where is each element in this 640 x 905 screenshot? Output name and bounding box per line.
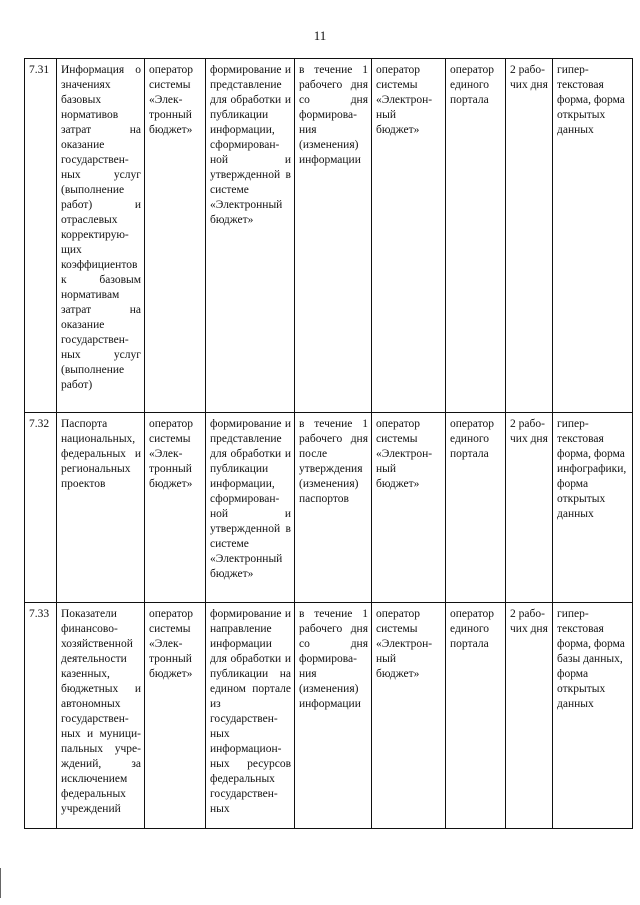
info-cell: Информация о значениях базовых нормативов затрат на оказание государственных услуг (выполнение работ) и отраслевых корректирующих коэффициентов к базовым нормативам затрат на оказание государственных услуг (выполнение работ) xyxy=(57,59,145,413)
form-cell: гипертекстовая форма, форма открытых данных xyxy=(553,59,633,413)
deadline-cell: в течение 1 рабочего дня после утверждения (изменения) паспортов xyxy=(295,413,372,603)
publisher-cell: оператор единого портала xyxy=(446,603,506,829)
publisher-cell: оператор единого портала xyxy=(446,59,506,413)
info-cell: Показатели финансово-хозяйственной деятельности казенных, бюджетных и автономных государственных и муниципальных учреждений, за исключением федеральных учреждений xyxy=(57,603,145,829)
term-cell: 2 рабочих дня xyxy=(506,413,553,603)
responsible-cell: оператор системы «Электронный бюджет» xyxy=(145,59,206,413)
procedure-cell: формирование и представление для обработки и публикации информации, сформированной и утвержденной в системе «Электронный бюджет» xyxy=(206,59,295,413)
row-number: 7.32 xyxy=(25,413,57,603)
table-row xyxy=(25,59,633,413)
term-cell: 2 рабочих дня xyxy=(506,603,553,829)
deadline-cell: в течение 1 рабочего дня со дня формирования (изменения) информации xyxy=(295,603,372,829)
provider-cell: оператор системы «Электронный бюджет» xyxy=(372,603,446,829)
procedure-cell: формирование и представление для обработки и публикации информации, сформированной и утвержденной в системе «Электронный бюджет» xyxy=(206,413,295,603)
table-row xyxy=(25,603,633,829)
margin-mark xyxy=(0,868,4,898)
responsible-cell: оператор системы «Электронный бюджет» xyxy=(145,413,206,603)
provider-cell: оператор системы «Электронный бюджет» xyxy=(372,413,446,603)
publisher-cell: оператор единого портала xyxy=(446,413,506,603)
form-cell: гипертекстовая форма, форма инфографики, форма открытых данных xyxy=(553,413,633,603)
publication-table xyxy=(24,58,633,829)
procedure-cell: формирование и направление информации для обработки и публикации на едином портале из государственных информационных ресурсов федеральных государственных xyxy=(206,603,295,829)
provider-cell: оператор системы «Электронный бюджет» xyxy=(372,59,446,413)
row-number: 7.31 xyxy=(25,59,57,413)
page-number: 11 xyxy=(313,28,327,43)
table-row xyxy=(25,413,633,603)
form-cell: гипертекстовая форма, форма базы данных, форма открытых данных xyxy=(553,603,633,829)
responsible-cell: оператор системы «Электронный бюджет» xyxy=(145,603,206,829)
info-cell: Паспорта национальных, федеральных и региональных проектов xyxy=(57,413,145,603)
row-number: 7.33 xyxy=(25,603,57,829)
deadline-cell: в течение 1 рабочего дня со дня формирования (изменения) информации xyxy=(295,59,372,413)
term-cell: 2 рабочих дня xyxy=(506,59,553,413)
